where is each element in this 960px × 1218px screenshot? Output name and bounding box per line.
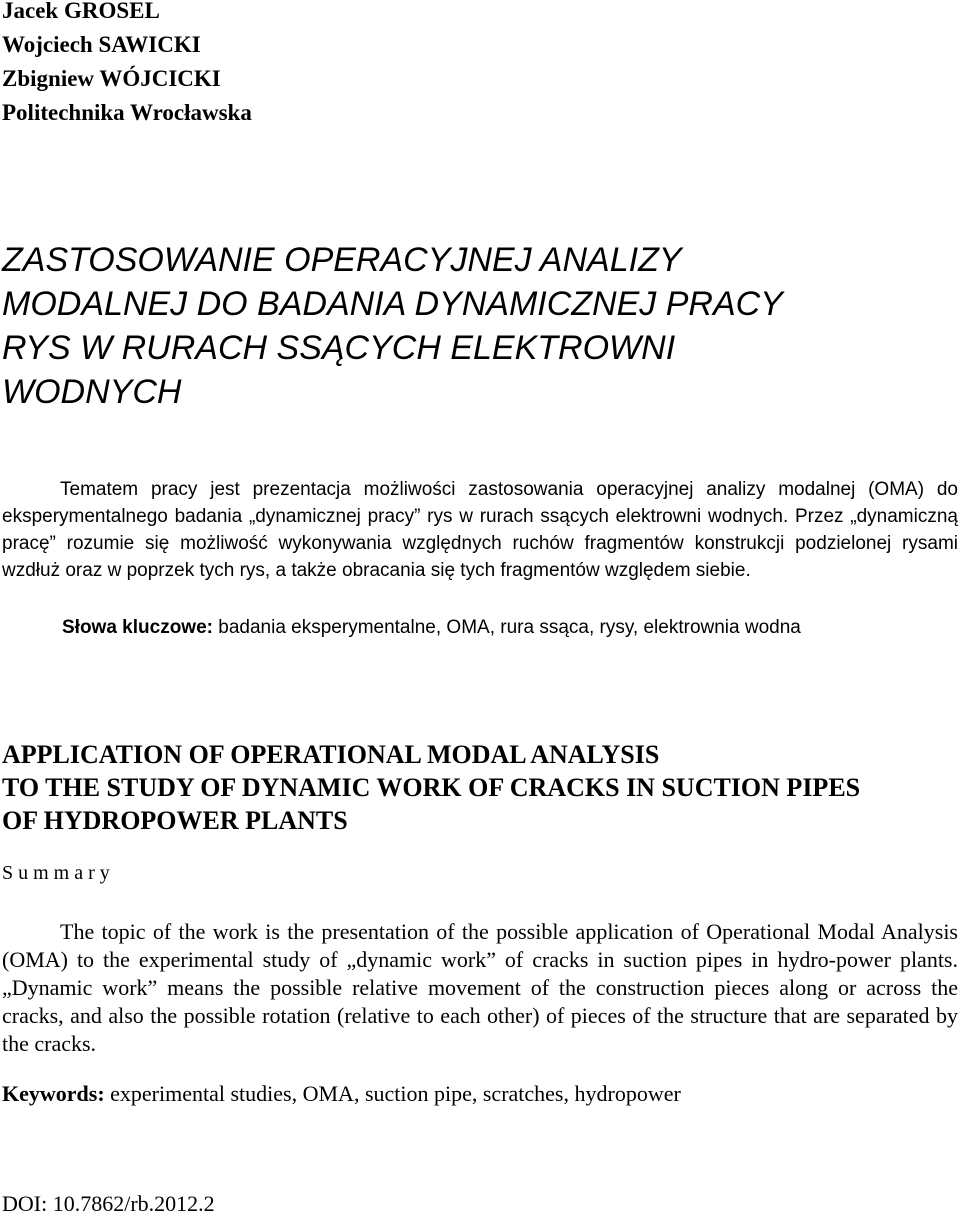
author-name: Zbigniew WÓJCICKI [2, 66, 221, 91]
keywords-english-label: Keywords: [2, 1081, 105, 1106]
title-line: MODALNEJ DO BADANIA DYNAMICZNEJ PRACY [2, 285, 783, 323]
summary-heading: Summary [2, 862, 115, 884]
title-english [2, 738, 860, 837]
affiliation: Politechnika Wrocławska [2, 100, 252, 125]
abstract-english-text: The topic of the work is the presentation of the possible application of Operational Modal Analysis (OMA) to the experimental study of „dynamic work” of cracks in suction pipes in hydro-power plants. „Dynamic work” means the possible relative movement of the construction pieces along or across the cracks, and also the possible rotation (relative to each other) of pieces of the structure that are separated by the cracks. [2, 919, 958, 1056]
title-line: ZASTOSOWANIE OPERACYJNEJ ANALIZY [2, 241, 682, 279]
title-line: RYS W RURACH SSĄCYCH ELEKTROWNI [2, 329, 676, 367]
keywords-english-text: experimental studies, OMA, suction pipe, scratches, hydropower [104, 1081, 681, 1106]
keywords-polish-label: Słowa kluczowe: [62, 617, 213, 638]
title-line: WODNYCH [2, 373, 182, 411]
doi-line: DOI: 10.7862/rb.2012.2 [2, 1191, 215, 1216]
author-name: Jacek GROSEL [2, 0, 160, 23]
keywords-polish-text: badania eksperymentalne, OMA, rura ssąca, rysy, elektrownia wodna [212, 617, 801, 638]
title-line: APPLICATION OF OPERATIONAL MODAL ANALYSIS [2, 740, 660, 769]
author-block [2, 0, 252, 130]
title-polish [2, 238, 942, 414]
author-name: Wojciech SAWICKI [2, 32, 201, 57]
title-line: OF HYDROPOWER PLANTS [2, 806, 348, 835]
abstract-polish-text: Tematem pracy jest prezentacja możliwości zastosowania operacyjnej analizy modalnej (OMA) do eksperymentalnego badania „dynamicznej pracy” rys w rurach ssących elektrowni wodnych. Przez „dynamiczną pracę” rozumie się możliwość wykonywania względnych ruchów fragmentów konstrukcji podzielonej rysami wzdłuż oraz w poprzek tych rys, a także obracania się tych fragmentów względem siebie. [2, 479, 958, 581]
keywords-english [2, 1080, 681, 1108]
title-line: TO THE STUDY OF DYNAMIC WORK OF CRACKS IN SUCTION PIPES [2, 773, 861, 802]
abstract-polish [2, 476, 958, 584]
abstract-english [2, 918, 958, 1058]
keywords-polish [62, 614, 801, 641]
